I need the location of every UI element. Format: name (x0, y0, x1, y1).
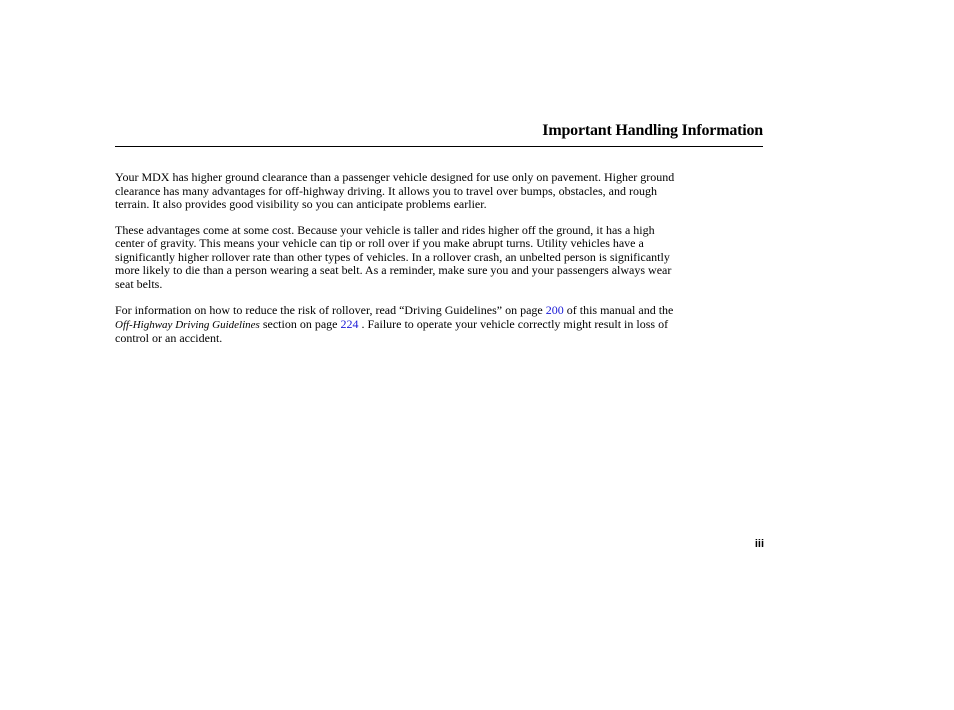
paragraph-more-information (115, 304, 765, 346)
body-content (115, 171, 765, 358)
page-200-link[interactable]: 200 (545, 303, 564, 317)
off-highway-guidelines-reference: Off-Highway Driving Guidelines (115, 318, 260, 331)
page-number: iii (754, 538, 764, 550)
text-line: more likely to die than a person wearing a seat belt. As a reminder, make sure you and your passengers always wear (115, 263, 672, 277)
text-line: These advantages come at some cost. Because your vehicle is taller and rides higher off the ground, it has a high (115, 222, 655, 237)
text-segment: of this manual and the (563, 303, 674, 317)
text-segment: . Failure to operate your vehicle correctly might result in loss of (358, 316, 669, 331)
text-line: center of gravity. This means your vehicle can tip or roll over if you make abrupt turns. Utility vehicles have a (115, 236, 644, 250)
text-segment: For information on how to reduce the risk of rollover, read “Driving Guidelines” on page (115, 303, 546, 317)
paragraph-ground-clearance (115, 171, 765, 212)
text-segment: section on page (259, 316, 341, 331)
text-line: clearance has many advantages for off-highway driving. It allows you to travel over bumps, obstacles, and rough (115, 183, 657, 198)
page-title: Important Handling Information (542, 122, 763, 139)
title-divider (115, 146, 763, 147)
paragraph-rollover-risk (115, 224, 765, 292)
text-line: Your MDX has higher ground clearance than a passenger vehicle designed for use only on pavement. Higher ground (115, 170, 675, 184)
text-line: terrain. It also provides good visibility so you can anticipate problems earlier. (115, 197, 487, 211)
text-line: significantly higher rollover rate than other types of vehicles. In a rollover crash, an unbelted person is significantly (115, 249, 670, 264)
text-line: control or an accident. (115, 331, 223, 345)
text-line: seat belts. (115, 276, 163, 291)
page-224-link[interactable]: 224 (340, 316, 359, 331)
